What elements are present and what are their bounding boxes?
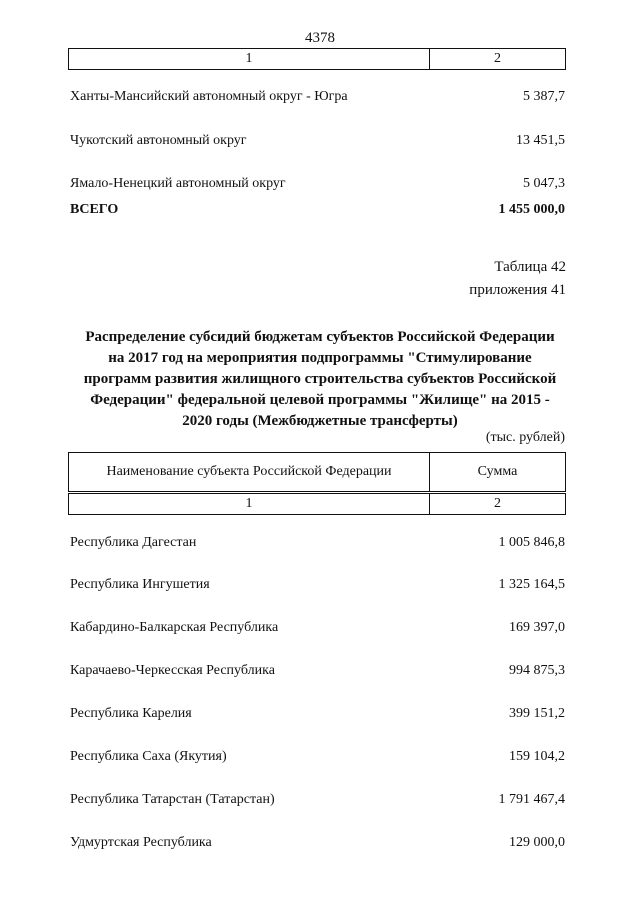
region-name: Удмуртская Республика	[70, 835, 212, 850]
column-number-2: 2	[494, 51, 501, 66]
table-title	[60, 327, 580, 432]
region-name: Республика Татарстан (Татарстан)	[70, 792, 275, 807]
top-column-number-row	[68, 48, 566, 70]
column-number-row	[68, 493, 566, 515]
region-value: 1 325 164,5	[498, 577, 565, 592]
column-number-1: 1	[245, 496, 253, 511]
region-value: 5 387,7	[523, 89, 565, 104]
region-name: Республика Саха (Якутия)	[70, 749, 227, 764]
region-name: Республика Ингушетия	[70, 577, 210, 592]
column-number-2: 2	[494, 496, 501, 511]
page-number: 4378	[305, 30, 335, 46]
region-name: Кабардино-Балкарская Республика	[70, 620, 279, 635]
region-name: Республика Дагестан	[70, 535, 197, 550]
region-name: Ямало-Ненецкий автономный округ	[70, 176, 286, 191]
region-value: 1 791 467,4	[498, 792, 565, 807]
title-line: Федерации" федеральной целевой программы "Жилище" на 2015 -	[90, 392, 550, 408]
region-value: 994 875,3	[509, 663, 565, 678]
header-sum: Сумма	[477, 464, 518, 479]
table-caption	[469, 256, 566, 302]
units-label: (тыс. рублей)	[485, 430, 565, 445]
total-value: 1 455 000,0	[498, 202, 565, 217]
title-line: программ развития жилищного строительства субъектов Российской	[83, 371, 557, 387]
header-region-name: Наименование субъекта Российской Федерации	[106, 464, 392, 479]
region-name: Карачаево-Черкесская Республика	[70, 663, 275, 678]
title-line: 2020 годы (Межбюджетные трансферты)	[182, 413, 458, 429]
region-name: Чукотский автономный округ	[70, 133, 247, 148]
table-header	[68, 452, 566, 492]
region-value: 169 397,0	[509, 620, 565, 635]
title-line: на 2017 год на мероприятия подпрограммы "Стимулирование	[108, 350, 532, 366]
appendix-reference: приложения 41	[469, 282, 566, 298]
region-name: Ханты-Мансийский автономный округ - Югра	[70, 89, 348, 104]
region-name: Республика Карелия	[70, 706, 192, 721]
region-value: 13 451,5	[516, 133, 565, 148]
region-value: 5 047,3	[523, 176, 565, 191]
region-value: 399 151,2	[509, 706, 565, 721]
column-number-1: 1	[245, 51, 253, 66]
region-value: 159 104,2	[509, 749, 565, 764]
region-value: 129 000,0	[509, 835, 565, 850]
title-line: Распределение субсидий бюджетам субъектов Российской Федерации	[85, 329, 555, 345]
table-number: Таблица 42	[494, 259, 566, 275]
total-label: ВСЕГО	[70, 202, 119, 217]
region-value: 1 005 846,8	[498, 535, 565, 550]
